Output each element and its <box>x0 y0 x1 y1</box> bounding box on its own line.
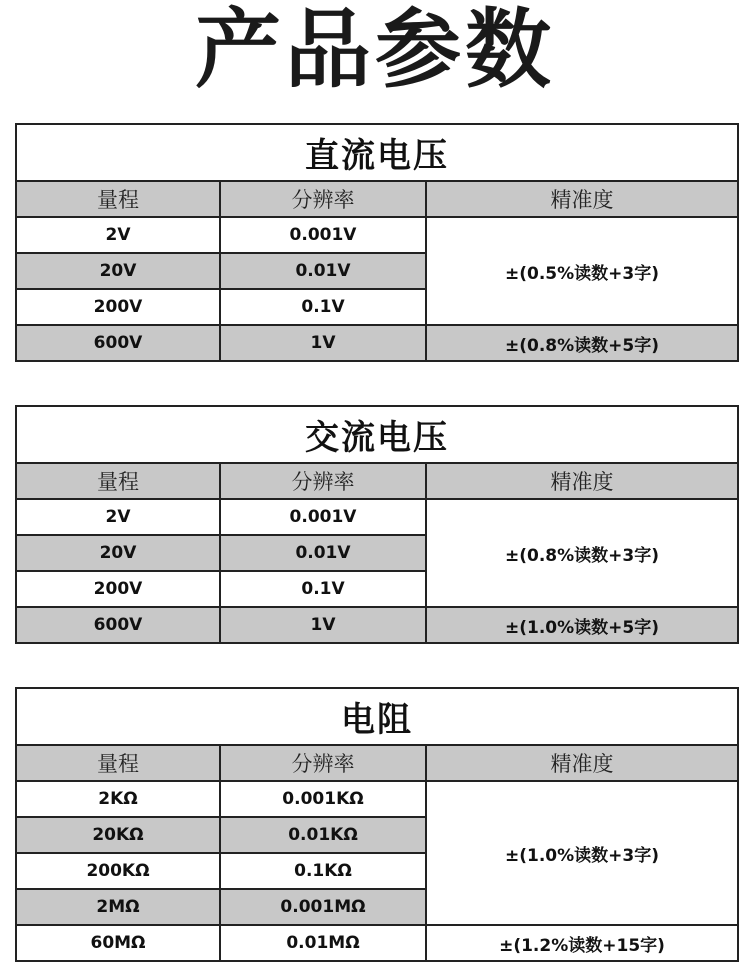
header-range: 量程 <box>16 463 220 499</box>
range-cell: 200V <box>16 289 220 325</box>
header-accuracy: 精准度 <box>426 181 738 217</box>
header-accuracy: 精准度 <box>426 745 738 781</box>
header-resolution: 分辨率 <box>220 463 426 499</box>
range-cell: 600V <box>16 325 220 361</box>
resolution-cell: 0.01V <box>220 535 426 571</box>
accuracy-cell: ±(1.2%读数+15字) <box>426 925 738 961</box>
header-resolution: 分辨率 <box>220 181 426 217</box>
range-cell: 2V <box>16 217 220 253</box>
range-cell: 2MΩ <box>16 889 220 925</box>
accuracy-cell: ±(1.0%读数+5字) <box>426 607 738 643</box>
range-cell: 200V <box>16 571 220 607</box>
resolution-cell: 0.1V <box>220 571 426 607</box>
resolution-cell: 0.01KΩ <box>220 817 426 853</box>
resolution-cell: 1V <box>220 607 426 643</box>
range-cell: 600V <box>16 607 220 643</box>
resolution-cell: 0.001V <box>220 217 426 253</box>
dc-voltage-table <box>15 123 739 362</box>
range-cell: 60MΩ <box>16 925 220 961</box>
range-cell: 2V <box>16 499 220 535</box>
header-range: 量程 <box>16 745 220 781</box>
accuracy-cell: ±(0.8%读数+5字) <box>426 325 738 361</box>
range-cell: 200KΩ <box>16 853 220 889</box>
resolution-cell: 0.001V <box>220 499 426 535</box>
header-accuracy: 精准度 <box>426 463 738 499</box>
resolution-cell: 0.01V <box>220 253 426 289</box>
resolution-cell: 1V <box>220 325 426 361</box>
range-cell: 20KΩ <box>16 817 220 853</box>
range-cell: 20V <box>16 253 220 289</box>
resolution-cell: 0.1KΩ <box>220 853 426 889</box>
resolution-cell: 0.01MΩ <box>220 925 426 961</box>
table-title: 直流电压 <box>16 124 738 181</box>
ac-voltage-table <box>15 405 739 644</box>
table-title: 电阻 <box>16 688 738 745</box>
resolution-cell: 0.001KΩ <box>220 781 426 817</box>
header-resolution: 分辨率 <box>220 745 426 781</box>
accuracy-cell: ±(0.5%读数+3字) <box>426 217 738 325</box>
page-title: 产品参数 <box>195 0 555 100</box>
accuracy-cell: ±(1.0%读数+3字) <box>426 781 738 925</box>
resolution-cell: 0.001MΩ <box>220 889 426 925</box>
resistance-table <box>15 687 739 962</box>
resolution-cell: 0.1V <box>220 289 426 325</box>
range-cell: 20V <box>16 535 220 571</box>
table-title: 交流电压 <box>16 406 738 463</box>
accuracy-cell: ±(0.8%读数+3字) <box>426 499 738 607</box>
header-range: 量程 <box>16 181 220 217</box>
range-cell: 2KΩ <box>16 781 220 817</box>
